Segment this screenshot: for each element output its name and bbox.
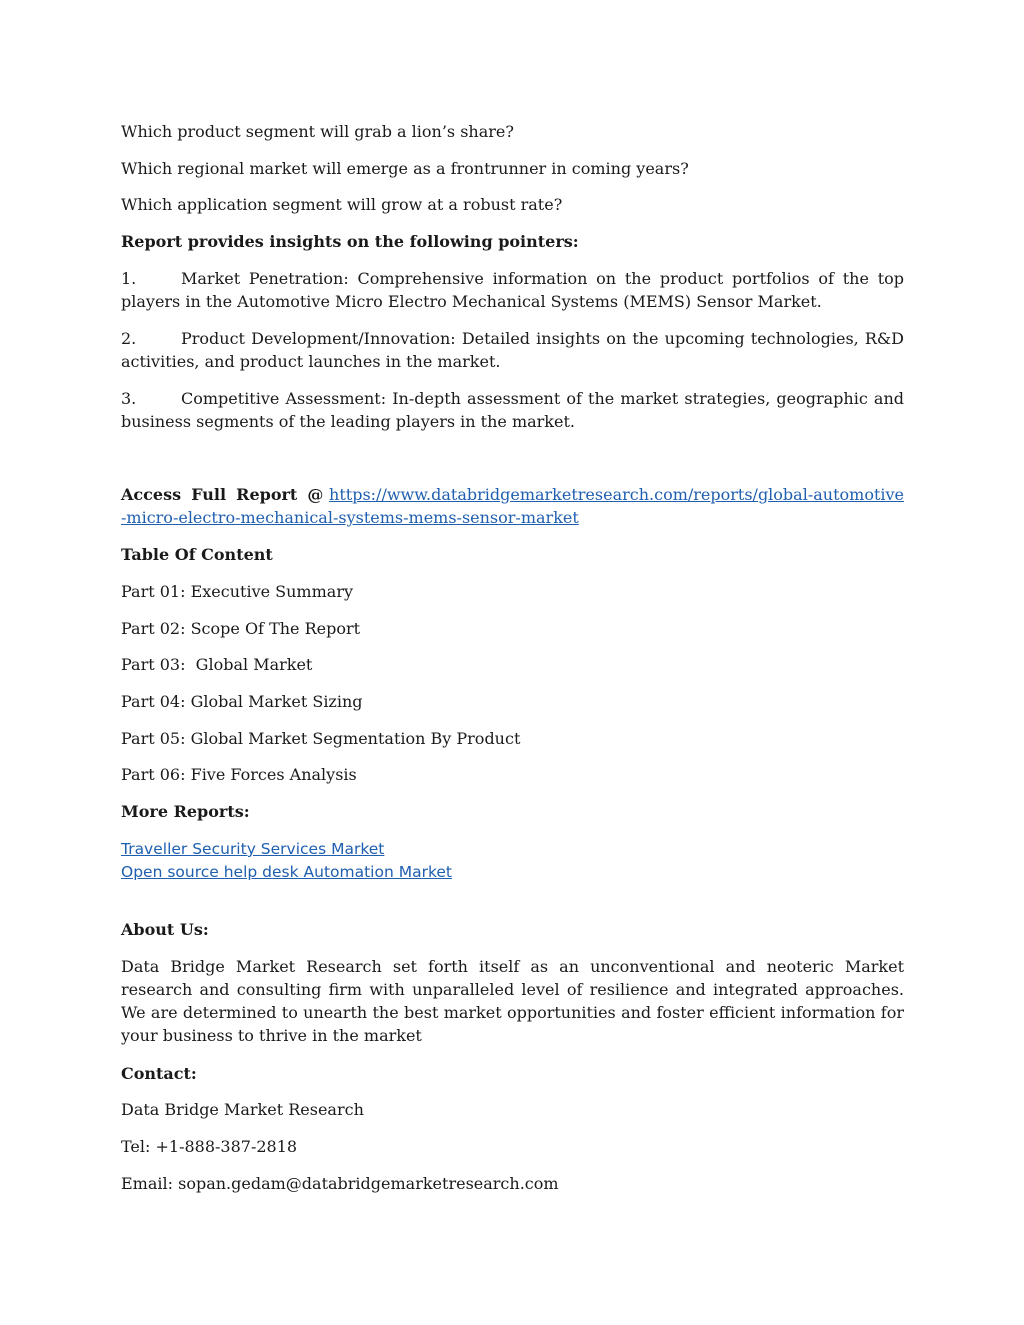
toc-item: Part 02: Scope Of The Report — [121, 619, 361, 638]
toc-item: Part 01: Executive Summary — [121, 582, 353, 601]
pointer-text: Product Development/Innovation: Detailed insights on the upcoming technologies, R&D activities, and product launches in the market. — [121, 329, 904, 371]
toc-item: Part 05: Global Market Segmentation By Product — [121, 729, 521, 748]
contact-heading: Contact: — [121, 1064, 197, 1083]
pointer-item-3 — [121, 387, 904, 433]
contact-tel: Tel: +1-888-387-2818 — [121, 1137, 298, 1156]
about-text: Data Bridge Market Research set forth itself as an unconventional and neoteric Market research and consulting firm with unparalleled level of resilience and integrated approaches. We are determined to unearth the best market opportunities and foster efficient information for your business to thrive in the market — [121, 957, 904, 1045]
more-report-link-row — [121, 837, 904, 861]
toc-item: Part 03: Global Market — [121, 655, 313, 674]
question-regional-market: Which regional market will emerge as a frontrunner in coming years? — [121, 159, 689, 178]
pointers-heading: Report provides insights on the following pointers: — [121, 232, 579, 251]
pointer-number: 2. — [121, 329, 137, 348]
pointer-text: Competitive Assessment: In-depth assessment of the market strategies, geographic and business segments of the leading players in the market. — [121, 389, 904, 431]
pointer-text: Market Penetration: Comprehensive information on the product portfolios of the top players in the Automotive Micro Electro Mechanical Systems (MEMS) Sensor Market. — [121, 269, 904, 311]
contact-company: Data Bridge Market Research — [121, 1100, 364, 1119]
toc-item: Part 04: Global Market Sizing — [121, 692, 363, 711]
question-application-segment: Which application segment will grow at a robust rate? — [121, 195, 563, 214]
toc-item: Part 06: Five Forces Analysis — [121, 765, 357, 784]
access-report-link[interactable]: https://www.databridgemarketresearch.com/reports/global-automotive-micro-electro-mechanical-systems-mems-sensor-market — [121, 485, 904, 527]
question-product-segment: Which product segment will grab a lion’s share? — [121, 122, 514, 141]
more-report-link-help-desk[interactable]: Open source help desk Automation Market — [121, 863, 452, 881]
more-reports-heading: More Reports: — [121, 802, 250, 821]
pointer-number: 3. — [121, 389, 137, 408]
toc-heading: Table Of Content — [121, 545, 273, 564]
access-full-report — [121, 483, 904, 529]
pointer-item-1 — [121, 267, 904, 313]
contact-email: Email: sopan.gedam@databridgemarketresearch.com — [121, 1174, 559, 1193]
document-page — [121, 0, 904, 1325]
about-heading: About Us: — [121, 920, 209, 939]
more-report-link-row — [121, 860, 904, 884]
pointer-number: 1. — [121, 269, 137, 288]
more-report-link-traveller-security[interactable]: Traveller Security Services Market — [121, 840, 385, 858]
access-report-label: Access Full Report @ — [121, 485, 324, 504]
pointer-item-2 — [121, 327, 904, 373]
